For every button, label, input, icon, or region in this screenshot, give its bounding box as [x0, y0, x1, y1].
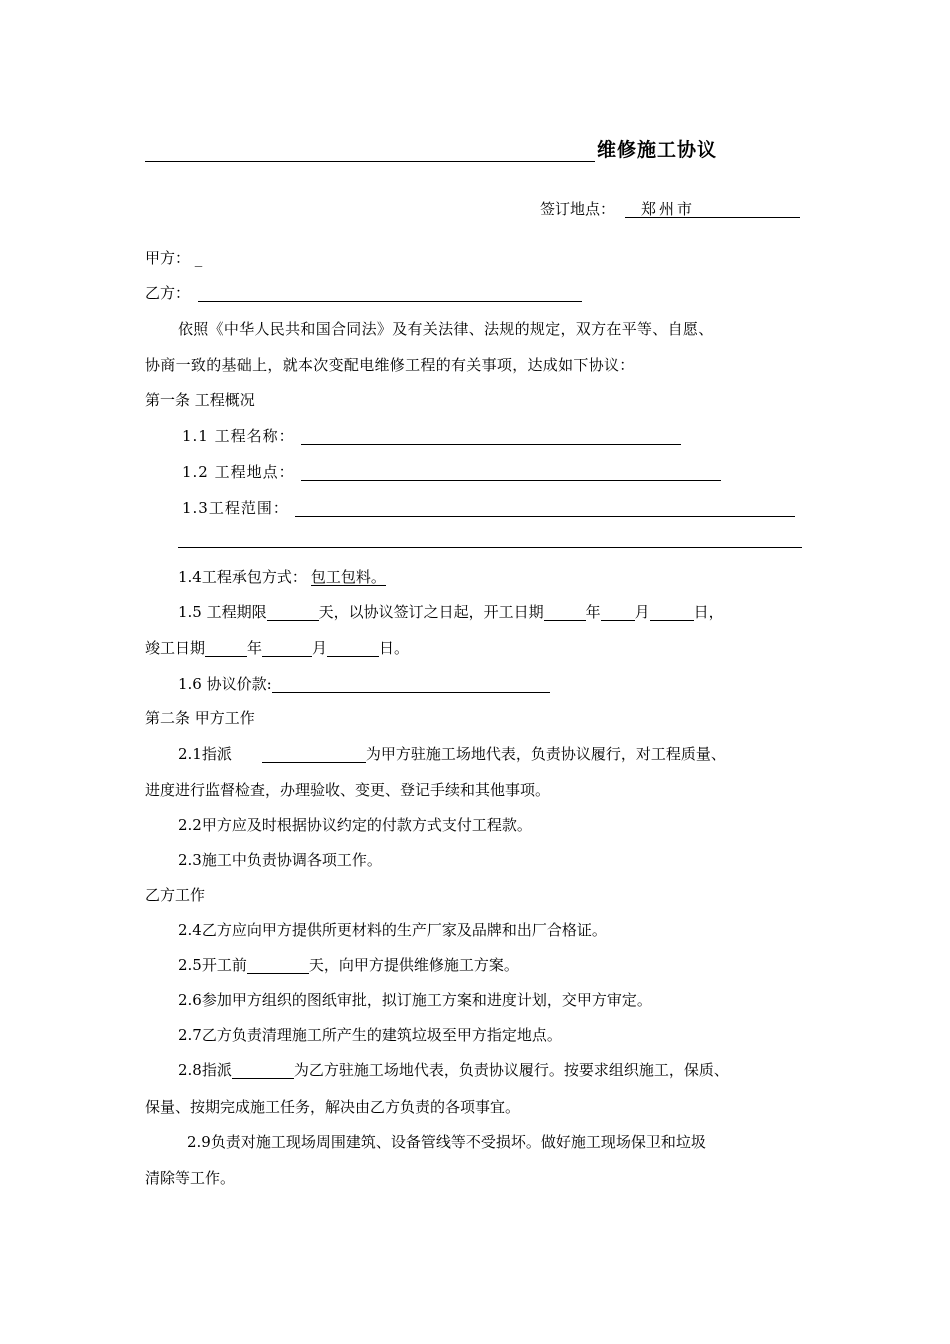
signing-label: 签订地点： [540, 200, 616, 218]
item-1-6: 1.6 协议价款: [178, 677, 550, 693]
contract-price-field[interactable] [272, 677, 550, 693]
item-2-1: 2.1指派 为甲方驻施工场地代表，负责协议履行，对工程质量、 [178, 745, 726, 763]
contract-mode-value: 包工包料。 [310, 568, 386, 586]
start-month-field[interactable] [601, 605, 635, 621]
section-2-heading: 第二条 甲方工作 [145, 709, 255, 727]
item-2-7: 2.7乙方负责清理施工所产生的建筑垃圾至甲方指定地点。 [178, 1026, 562, 1044]
signing-value[interactable]: 郑州市 [625, 202, 800, 218]
item-1-5-line-2: 竣工日期 年 月 日。 [145, 639, 410, 657]
item-2-1-line-2: 进度进行监督检查，办理验收、变更、登记手续和其他事项。 [145, 781, 551, 799]
end-month-field[interactable] [262, 641, 312, 657]
project-location-field[interactable] [301, 465, 721, 481]
party-a-field[interactable]: _ [194, 249, 203, 267]
party-b-work-heading: 乙方工作 [145, 886, 206, 904]
party-b-label: 乙方： [145, 284, 191, 302]
end-year-field[interactable] [205, 641, 247, 657]
item-2-5: 2.5开工前 天，向甲方提供维修施工方案。 [178, 956, 519, 974]
project-scope-field-line-2[interactable] [178, 547, 802, 548]
plan-days-field[interactable] [247, 958, 309, 974]
item-2-8-line-2: 保量、按期完成施工任务，解决由乙方负责的各项事宜。 [145, 1098, 521, 1116]
start-year-field[interactable] [544, 605, 586, 621]
project-name-field[interactable] [301, 429, 681, 445]
party-a-label: 甲方： [145, 249, 191, 267]
page-title: 维修施工协议 [597, 139, 718, 161]
end-day-field[interactable] [327, 641, 379, 657]
party-b-field[interactable] [198, 286, 582, 302]
section-1-heading: 第一条 工程概况 [145, 391, 255, 409]
item-1-2: 1.2 工程地点： [182, 465, 721, 481]
item-1-1: 1.1 工程名称： [182, 429, 681, 445]
item-2-2: 2.2甲方应及时根据协议约定的付款方式支付工程款。 [178, 816, 532, 834]
item-1-3: 1.3工程范围： [182, 501, 795, 517]
item-2-9-line-1: 2.9负责对施工现场周围建筑、设备管线等不受损坏。做好施工现场保卫和垃圾 [187, 1133, 706, 1151]
project-scope-field[interactable] [295, 501, 795, 517]
signing-place [540, 202, 800, 218]
item-1-5-line-1: 1.5 工程期限 天，以协议签订之日起，开工日期 年 月 日， [178, 603, 724, 621]
item-2-6: 2.6参加甲方组织的图纸审批，拟订施工方案和进度计划，交甲方审定。 [178, 991, 652, 1009]
intro-line-1: 依照《中华人民共和国合同法》及有关法律、法规的规定，双方在平等、自愿、 [178, 320, 714, 338]
item-2-9-line-2: 清除等工作。 [145, 1169, 236, 1187]
item-2-8: 2.8指派 为乙方驻施工场地代表，负责协议履行。按要求组织施工，保质、 [178, 1061, 729, 1079]
title-rule [145, 161, 595, 162]
start-day-field[interactable] [650, 605, 694, 621]
party-a-line [145, 251, 202, 266]
duration-days-field[interactable] [267, 605, 319, 621]
party-a-rep-field[interactable] [262, 747, 366, 763]
item-2-3: 2.3施工中负责协调各项工作。 [178, 851, 382, 869]
party-b-rep-field[interactable] [232, 1063, 294, 1079]
item-1-4: 1.4工程承包方式： 包工包料。 [178, 568, 386, 586]
item-2-4: 2.4乙方应向甲方提供所更材料的生产厂家及品牌和出厂合格证。 [178, 921, 607, 939]
intro-line-2: 协商一致的基础上，就本次变配电维修工程的有关事项，达成如下协议： [145, 356, 635, 374]
party-b-line [145, 286, 582, 302]
